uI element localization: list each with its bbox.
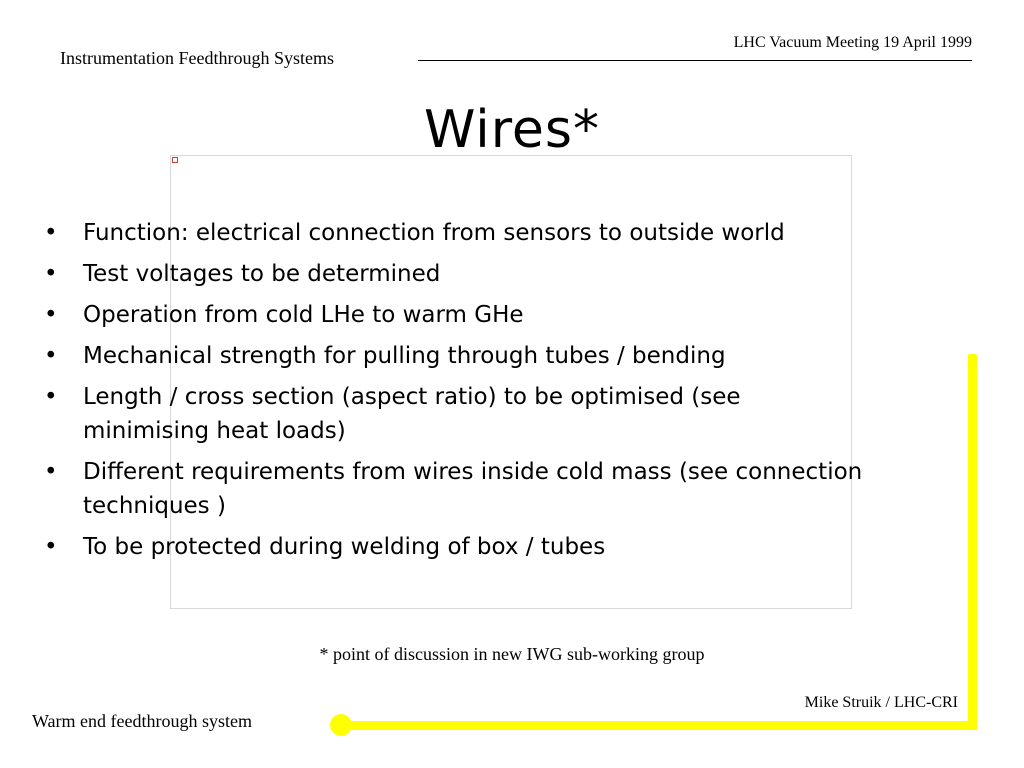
bullet-item-test-voltages: • Test voltages to be determined xyxy=(40,257,870,291)
bullet-item-different-requirements: • Different requirements from wires inside cold mass (see connection techniques ) xyxy=(40,455,870,523)
accent-dot xyxy=(330,714,352,736)
accent-bar-horizontal xyxy=(340,721,977,730)
slide-title: Wires* xyxy=(423,100,601,160)
bullet-item-mechanical-strength: • Mechanical strength for pulling through tubes / bending xyxy=(40,339,870,373)
header-left-title: Instrumentation Feedthrough Systems xyxy=(60,48,334,68)
footnote: * point of discussion in new IWG sub-working group xyxy=(319,644,705,664)
bullet-item-length-cross-section: • Length / cross section (aspect ratio) to be optimised (see minimising heat loads) xyxy=(40,380,870,448)
header-divider xyxy=(418,60,972,61)
accent-bar-vertical xyxy=(968,354,977,730)
bullet-item-function: • Function: electrical connection from sensors to outside world xyxy=(40,216,870,250)
bullet-list xyxy=(40,216,870,571)
bullet-item-protected-welding: • To be protected during welding of box / tubes xyxy=(40,530,870,564)
header-meeting-date: LHC Vacuum Meeting 19 April 1999 xyxy=(733,34,972,51)
bullet-item-operation: • Operation from cold LHe to warm GHe xyxy=(40,298,870,332)
footer-author: Mike Struik / LHC-CRI xyxy=(804,694,958,711)
footer-section: Warm end feedthrough system xyxy=(32,711,252,731)
